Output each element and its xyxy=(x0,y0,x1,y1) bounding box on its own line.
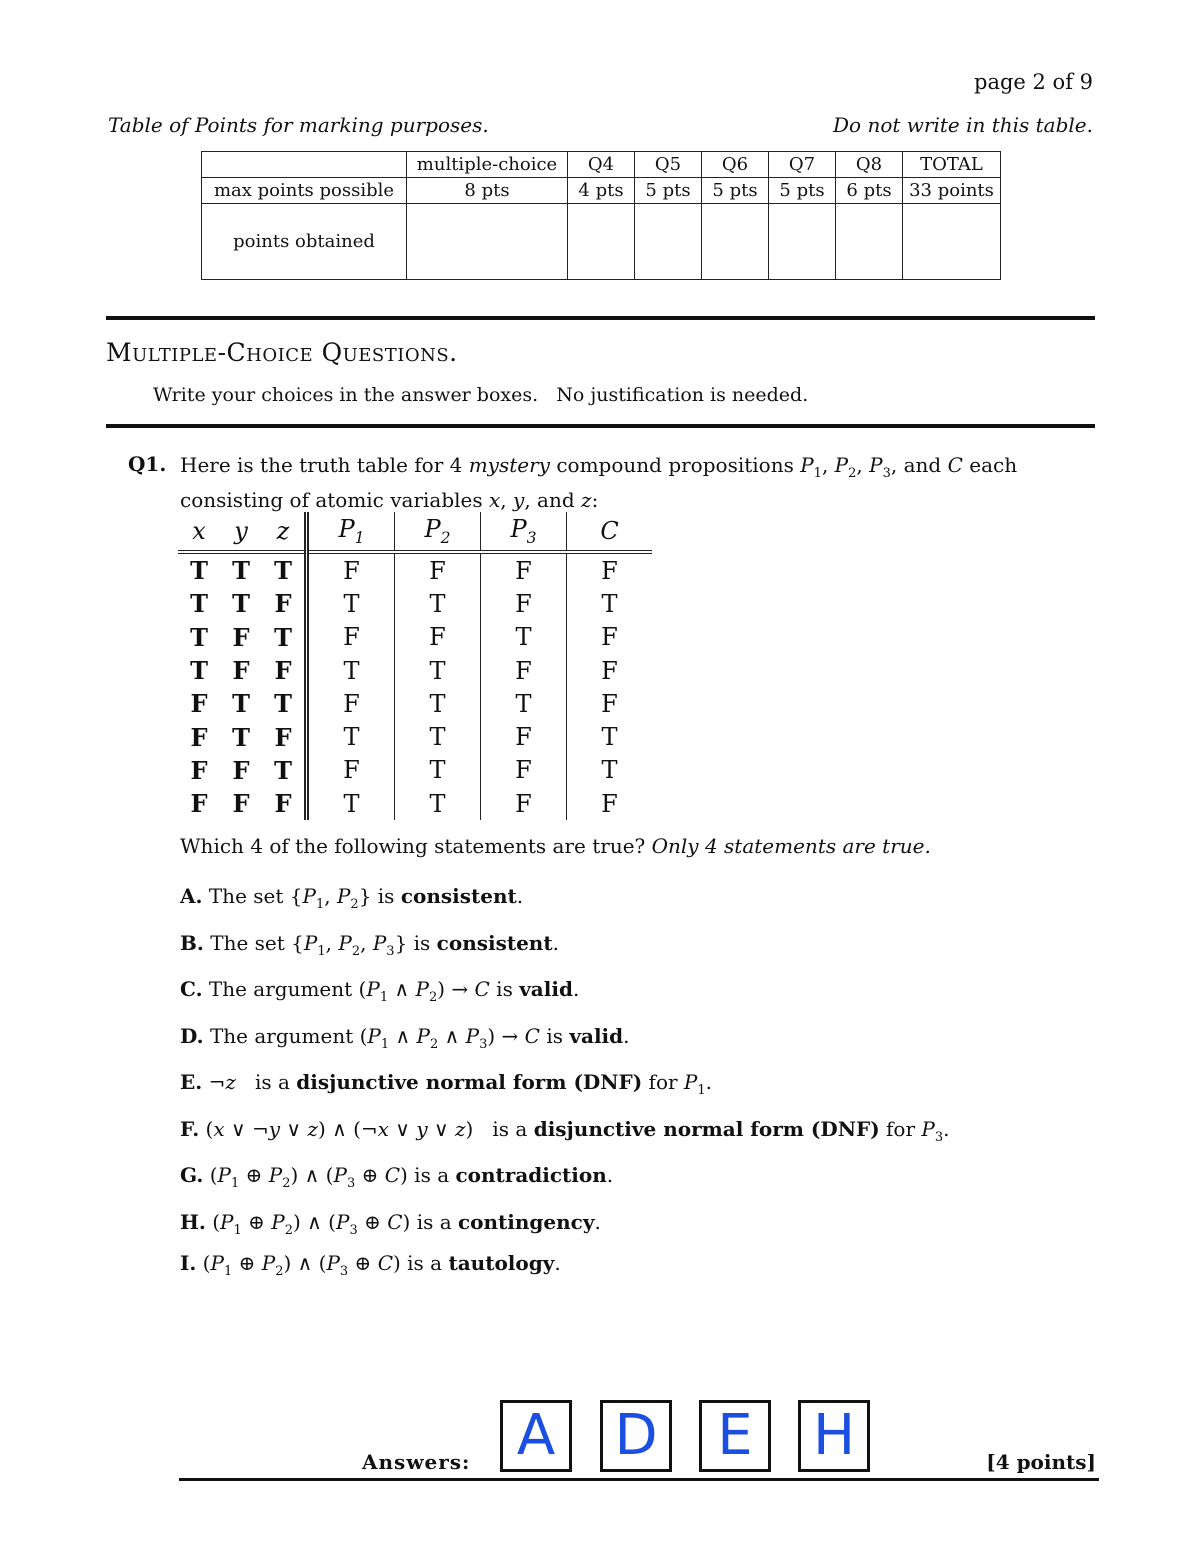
option-h: H. ($P_1$ ⊕ $P_2$) ∧ ($P_3$ ⊕ C) is a contingency. xyxy=(180,1210,601,1238)
handwritten-answer: A xyxy=(516,1403,556,1468)
points-table-cell: 4 pts xyxy=(568,178,635,204)
truth-table-body xyxy=(178,552,652,820)
truth-table-cell: F xyxy=(567,621,653,654)
truth-table-cell: F xyxy=(190,789,208,819)
truth-table-cell: T xyxy=(395,720,481,753)
truth-table-row xyxy=(178,552,652,587)
truth-table-cell: F xyxy=(190,755,208,785)
truth-table-row xyxy=(178,587,652,620)
points-table-warning: Do not write in this table. xyxy=(833,113,1093,137)
truth-table-cell: F xyxy=(567,654,653,687)
truth-table-cell: T xyxy=(481,687,567,720)
points-table-cell: Q7 xyxy=(769,152,836,178)
points-obtained-label: points obtained xyxy=(202,204,407,280)
truth-table-cell: T xyxy=(307,720,395,753)
option-f: F. (x ∨ ¬y ∨ z) ∧ (¬x ∨ y ∨ z) is a disjunctive normal form (DNF) for $P_3$. xyxy=(180,1117,950,1145)
truth-table-cell: F xyxy=(307,621,395,654)
answer-box[interactable] xyxy=(798,1400,870,1472)
truth-table-cell: F xyxy=(481,552,567,587)
points-table-cell: 5 pts xyxy=(702,178,769,204)
intro-text: compound propositions xyxy=(549,453,801,477)
truth-table-cell: F xyxy=(481,787,567,820)
handwritten-answer: H xyxy=(812,1403,856,1468)
truth-table-cell: T xyxy=(274,689,292,719)
truth-table-cell: F xyxy=(567,687,653,720)
truth-table-row xyxy=(178,621,652,654)
truth-table-header: $P_3$ xyxy=(481,512,567,552)
points-table-cell: multiple-choice xyxy=(407,152,568,178)
points-obtained-field xyxy=(769,204,836,280)
points-table-cell: 8 pts xyxy=(407,178,568,204)
points-obtained-field xyxy=(702,204,769,280)
answer-box[interactable] xyxy=(699,1400,771,1472)
points-table-cell: 33 points xyxy=(903,178,1001,204)
points-value: [4 points] xyxy=(986,1450,1096,1474)
points-table-cell: Q8 xyxy=(836,152,903,178)
truth-table-cell: T xyxy=(190,622,208,652)
answer-box[interactable] xyxy=(600,1400,672,1472)
truth-table-cell: T xyxy=(190,556,208,586)
truth-table-cell: F xyxy=(481,754,567,787)
question-prompt: Which 4 of the following statements are true? Only 4 statements are true. xyxy=(180,834,931,858)
truth-table-cell: F xyxy=(307,754,395,787)
truth-table-header: C xyxy=(567,512,653,552)
truth-table-header: y xyxy=(220,512,262,552)
points-table-cell: max points possible xyxy=(202,178,407,204)
truth-table-cell: F xyxy=(232,755,250,785)
points-obtained-field xyxy=(407,204,568,280)
truth-table-cell: F xyxy=(274,722,292,752)
option-a: A. The set {$P_1$, $P_2$} is consistent. xyxy=(180,884,524,912)
section-divider xyxy=(106,316,1095,320)
truth-table-cell: F xyxy=(190,689,208,719)
points-table-cell: Q6 xyxy=(702,152,769,178)
points-table-cell: 5 pts xyxy=(769,178,836,204)
points-table xyxy=(201,151,1001,280)
truth-table-cell: F xyxy=(567,552,653,587)
option-e: E. ¬z is a disjunctive normal form (DNF) for $P_1$. xyxy=(180,1070,713,1098)
points-table-cell: 6 pts xyxy=(836,178,903,204)
truth-table-cell: F xyxy=(232,622,250,652)
truth-table-cell: F xyxy=(481,587,567,620)
points-table-cell: Q4 xyxy=(568,152,635,178)
points-table-cell: 5 pts xyxy=(635,178,702,204)
truth-table-cell: F xyxy=(274,656,292,686)
option-g: G. ($P_1$ ⊕ $P_2$) ∧ ($P_3$ ⊕ C) is a contradiction. xyxy=(180,1163,614,1191)
truth-table-cell: T xyxy=(190,656,208,686)
truth-table-cell: T xyxy=(395,587,481,620)
truth-table-cell: T xyxy=(232,556,250,586)
handwritten-answer: D xyxy=(614,1403,658,1468)
truth-table-header: $P_1$ xyxy=(307,512,395,552)
truth-table-cell: F xyxy=(232,789,250,819)
truth-table-cell: T xyxy=(395,687,481,720)
truth-table-header-row xyxy=(178,512,652,552)
truth-table-cell: F xyxy=(274,589,292,619)
question-intro: Here is the truth table for 4 mystery compound propositions $P_1$, $P_2$, $P_3$, and C each consisting of atomic variables x, y, and z: xyxy=(180,453,1018,512)
handwritten-answer: E xyxy=(717,1403,753,1468)
option-b: B. The set {$P_1$, $P_2$, $P_3$} is consistent. xyxy=(180,931,559,959)
points-table-cell: Q5 xyxy=(635,152,702,178)
points-table-caption: Table of Points for marking purposes. xyxy=(108,113,489,137)
truth-table-cell: T xyxy=(274,622,292,652)
truth-table-row xyxy=(178,687,652,720)
truth-table-row xyxy=(178,654,652,687)
truth-table-cell: T xyxy=(307,587,395,620)
truth-table-cell: F xyxy=(307,552,395,587)
truth-table-header: x xyxy=(178,512,220,552)
question-label: Q1. xyxy=(128,452,167,476)
truth-table-cell: F xyxy=(481,654,567,687)
points-obtained-field xyxy=(635,204,702,280)
truth-table-cell: T xyxy=(395,754,481,787)
truth-table-row xyxy=(178,754,652,787)
truth-table-cell: F xyxy=(307,687,395,720)
points-table-obtained-row xyxy=(202,204,1001,280)
truth-table-cell: T xyxy=(232,689,250,719)
points-obtained-field xyxy=(836,204,903,280)
truth-table-cell: F xyxy=(395,621,481,654)
points-obtained-field xyxy=(568,204,635,280)
truth-table-cell: F xyxy=(395,552,481,587)
truth-table-cell: T xyxy=(395,787,481,820)
points-obtained-field xyxy=(903,204,1001,280)
truth-table-cell: T xyxy=(232,589,250,619)
truth-table-cell: F xyxy=(190,722,208,752)
points-table-max-row xyxy=(202,178,1001,204)
section-instructions: Write your choices in the answer boxes. No justification is needed. xyxy=(153,384,809,406)
truth-table-header: $P_2$ xyxy=(395,512,481,552)
truth-table-cell: T xyxy=(395,654,481,687)
answer-box[interactable] xyxy=(500,1400,572,1472)
intro-text: each consisting of atomic variables xyxy=(180,453,1018,512)
truth-table-cell: T xyxy=(190,589,208,619)
truth-table xyxy=(178,512,652,820)
points-table-header-row xyxy=(202,152,1001,178)
truth-table-cell: T xyxy=(567,587,653,620)
truth-table-cell: F xyxy=(567,787,653,820)
section-title: Multiple-Choice Questions. xyxy=(106,338,458,367)
truth-table-cell: T xyxy=(307,654,395,687)
truth-table-row xyxy=(178,787,652,820)
truth-table-cell: F xyxy=(481,720,567,753)
points-table-cell xyxy=(202,152,407,178)
truth-table-cell: T xyxy=(274,556,292,586)
truth-table-header: z xyxy=(262,512,307,552)
intro-mystery: mystery xyxy=(468,453,550,477)
points-table-cell: TOTAL xyxy=(903,152,1001,178)
answers-label: Answers: xyxy=(362,1450,471,1474)
truth-table-cell: F xyxy=(232,656,250,686)
option-c: C. The argument ($P_1$ ∧ $P_2) \to C$ is valid. xyxy=(180,977,580,1005)
truth-table-cell: T xyxy=(567,720,653,753)
section-divider xyxy=(106,424,1095,428)
answer-rule xyxy=(179,1478,1099,1481)
truth-table-row xyxy=(178,720,652,753)
truth-table-cell: T xyxy=(567,754,653,787)
truth-table-cell: T xyxy=(481,621,567,654)
intro-text: Here is the truth table for 4 xyxy=(180,453,469,477)
truth-table-cell: T xyxy=(307,787,395,820)
truth-table-cell: T xyxy=(274,755,292,785)
option-i: I. ($P_1$ ⊕ $P_2$) ∧ ($P_3$ ⊕ C) is a tautology. xyxy=(180,1251,561,1279)
option-d: D. The argument ($P_1$ ∧ $P_2$ ∧ $P_3) \to C$ is valid. xyxy=(180,1024,630,1052)
truth-table-cell: T xyxy=(232,722,250,752)
page-number: page 2 of 9 xyxy=(974,70,1093,94)
truth-table-cell: F xyxy=(274,789,292,819)
